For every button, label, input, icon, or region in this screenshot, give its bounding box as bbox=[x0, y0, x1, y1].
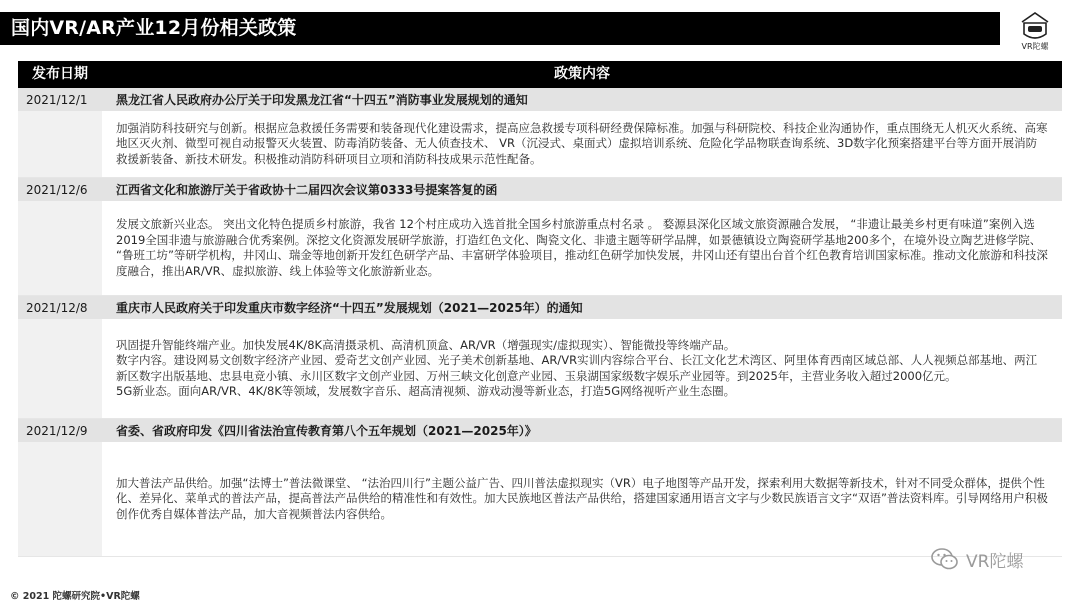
date-gutter bbox=[18, 111, 102, 177]
policy-date: 2021/12/8 bbox=[26, 300, 88, 315]
logo-caption: VR陀螺 bbox=[1021, 42, 1049, 50]
policy-paragraph: 巩固提升智能终端产业。加快发展4K/8K高清摄录机、高清机顶盒、AR/VR（增强现实/虚拟现实）、智能微投等终端产品。 bbox=[116, 337, 736, 352]
policy-title: 江西省文化和旅游厅关于省政协十二届四次会议第0333号提案答复的函 bbox=[116, 183, 498, 197]
date-gutter bbox=[18, 319, 102, 418]
policy-table bbox=[18, 61, 1062, 557]
policy-paragraph: 发展文旅新兴业态。 突出文化特色提质乡村旅游，我省 12个村庄成功入选首批全国乡村旅游重点村名录 。 婺源县深化区域文旅资源融合发展， “非遗让最美乡村更有味道”案例入选2019全国非遗与旅游融合优秀案例。深挖文化资源发展研学旅游，打造红色文化、陶瓷文化、非遗主题等研学品牌，如景德镇设立陶瓷研学基地200多个，在境外设立陶艺进修学院、 “鲁班工坊”等研学机构，井冈山、瑞金等地创新开发红色研学产品、丰富研学体验项目，推动红色研学加快发展，井冈山还有望出台首个红色教育培训国家标准。推动文化旅游和科技深度融合，推出AR/VR、虚拟旅游、线上体验等文化旅游新业态。 bbox=[116, 217, 1048, 278]
vr-tuoluo-logo bbox=[1004, 8, 1066, 50]
policy-paragraph: 5G新业态。面向AR/VR、4K/8K等领域，发展数字音乐、超高清视频、游戏动漫等新业态，打造5G网络视听产业生态圈。 bbox=[116, 384, 736, 398]
date-gutter bbox=[18, 201, 102, 295]
policy-date: 2021/12/9 bbox=[26, 423, 88, 438]
wechat-watermark bbox=[930, 542, 1023, 576]
watermark-text: VR陀螺 bbox=[966, 551, 1024, 572]
policy-title: 重庆市人民政府关于印发重庆市数字经济“十四五”发展规划（2021—2025年）的通知 bbox=[116, 301, 583, 315]
policy-paragraph: 数字内容。建设网易文创数字经济产业园、爱奇艺文创产业园、光子美术创新基地、AR/VR实训内容综合平台、长江文化艺术湾区、阿里体育西南区域总部、人人视频总部基地、两江新区数字出版基地、忠县电竞小镇、永川区数字文创产业园、万州三峡文化创意产业园、玉泉湖国家级数字娱乐产业园等。到2025年，主营业务收入超过2000亿元。 bbox=[116, 353, 1038, 383]
policy-row-2-body bbox=[18, 201, 1062, 296]
policy-title: 黑龙江省人民政府办公厅关于印发黑龙江省“十四五”消防事业发展规划的通知 bbox=[116, 93, 528, 107]
policy-row-4-body bbox=[18, 442, 1062, 557]
slide-title: 国内VR/AR产业12月份相关政策 bbox=[0, 12, 1000, 45]
policy-row-1-header bbox=[18, 88, 1062, 111]
policy-row-1-body bbox=[18, 111, 1062, 178]
policy-row-4-header bbox=[18, 419, 1062, 442]
wechat-icon bbox=[930, 546, 960, 572]
policy-text bbox=[102, 217, 1062, 279]
table-header bbox=[18, 61, 1062, 88]
policy-text bbox=[102, 121, 1062, 168]
policy-row-2-header bbox=[18, 178, 1062, 201]
policy-text bbox=[102, 476, 1062, 523]
policy-date: 2021/12/6 bbox=[26, 182, 88, 197]
date-gutter bbox=[18, 442, 102, 556]
policy-date: 2021/12/1 bbox=[26, 92, 88, 107]
policy-text bbox=[102, 338, 1062, 400]
copyright-footer: © 2021 陀螺研究院•VR陀螺 bbox=[10, 591, 140, 602]
policy-paragraph: 加大普法产品供给。加强“法博士”普法微课堂、 “法治四川行”主题公益广告、四川普法虚拟现实（VR）电子地图等产品开发，探索利用大数据等新技术，针对不同受众群体，提供个性化、差异化、菜单式的普法产品，提高普法产品供给的精准性和有效性。加大民族地区普法产品供给，搭建国家通用语言文字与少数民族语言文字“双语”普法资料库。引导网络用户积极创作优秀自媒体普法产品，加大音视频普法内容供给。 bbox=[116, 475, 1048, 521]
policy-title: 省委、省政府印发《四川省法治宣传教育第八个五年规划（2021—2025年）》 bbox=[116, 424, 537, 438]
policy-row-3-body bbox=[18, 319, 1062, 419]
policy-row-3-header bbox=[18, 296, 1062, 319]
policy-paragraph: 加强消防科技研究与创新。根据应急救援任务需要和装备现代化建设需求，提高应急救援专项科研经费保障标准。加强与科研院校、科技企业沟通协作，重点围绕无人机灭火系统、高寒地区灭火剂、微型可视自动报警灭火装置、防毒消防装备、无人侦查技术、 VR（沉浸式、桌面式）虚拟培训系统、危险化学品物联查询系统、3D数字化预案搭建平台等方面开展消防救援新装备、新技术研发。积极推动消防科研项目立项和消防科技成果示范性配备。 bbox=[116, 120, 1048, 166]
header-content: 政策内容 bbox=[554, 66, 610, 82]
header-date: 发布日期 bbox=[32, 66, 88, 82]
